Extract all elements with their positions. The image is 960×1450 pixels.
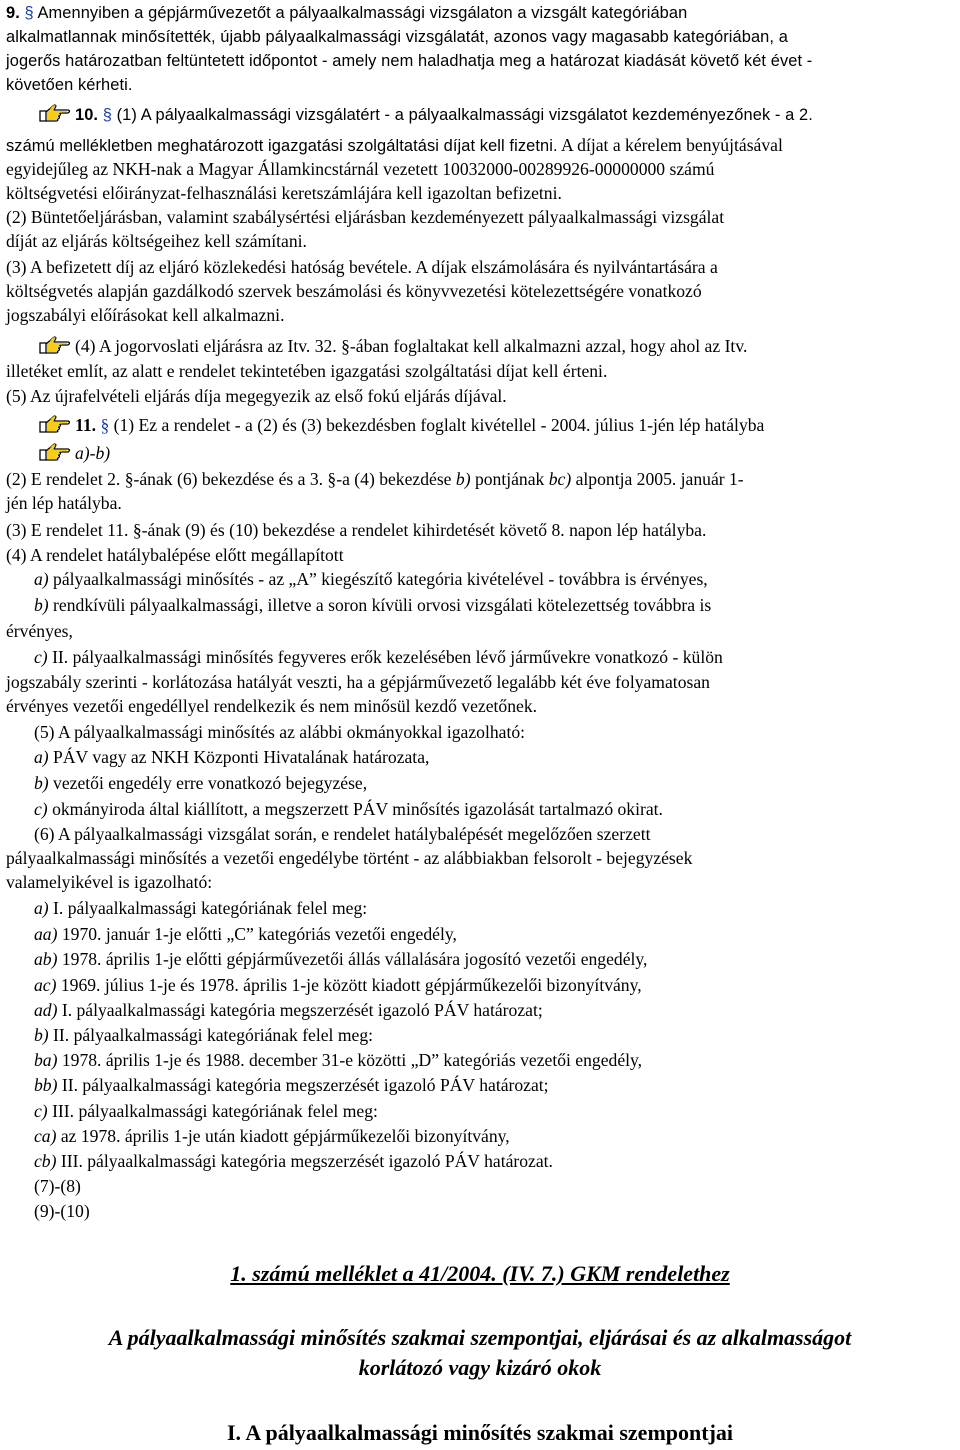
list-item-b: b) II. pályaalkalmassági kategóriának felel meg: — [34, 1025, 374, 1045]
paragraph-11-subsection-6-line-2: pályaalkalmassági minősítés a vezetői engedélybe történt - az alábbiakban felsorolt - bejegyzések — [6, 848, 693, 868]
paragraph-10-subsection-3-line-2: költségvetés alapján gazdálkodó szervek beszámolási és könyvvezetési kötelezettségére vonatkozó — [6, 281, 702, 301]
paragraph-10-line-1: 10. § (1) A pályaalkalmassági vizsgálatért - a pályaalkalmassági vizsgálatot kezdeményezőnek - a 2. — [38, 103, 813, 127]
paragraph-10-subsection-3-line-3: jogszabályi előírásokat kell alkalmazni. — [6, 305, 285, 325]
paragraph-10-line-2: számú mellékletben meghatározott igazgatási szolgáltatási díjat kell fizetni. A díjat a kérelem benyújtásával — [6, 135, 783, 155]
list-item-c: c) okmányiroda által kiállított, a megszerzett PÁV minősítés igazolását tartalmazó okirat. — [34, 799, 663, 819]
paragraph-11-subsection-6-line-1: (6) A pályaalkalmassági vizsgálat során, e rendelet hatálybalépését megelőzően szerzett — [34, 824, 651, 844]
list-item-cb: cb) III. pályaalkalmassági kategória megszerzését igazoló PÁV határozat. — [34, 1151, 553, 1171]
list-item-a: a) I. pályaalkalmassági kategóriának felel meg: — [34, 898, 368, 918]
section-sign-link[interactable]: § — [24, 4, 34, 22]
list-item-ca: ca) az 1978. április 1-je után kiadott gépjárműkezelői bizonyítvány, — [34, 1126, 510, 1146]
pointing-hand-icon[interactable] — [38, 335, 72, 355]
section-number: 9. — [6, 4, 20, 22]
paragraph-11-subsection-5: (5) A pályaalkalmassági minősítés az alábbi okmányokkal igazolható: — [34, 722, 526, 742]
section-sign-link[interactable]: § — [102, 106, 112, 124]
paragraph-9-line-3: jogerős határozatban feltüntetett időpontot - amely nem haladhatja meg a határozat kiadását követő két évet - — [6, 52, 813, 70]
list-item-a: a) pályaalkalmassági minősítés - az „A” kiegészítő kategória kivételével - továbbra is érvényes, — [34, 569, 708, 589]
paragraph-10-subsection-3-line-1: (3) A befizetett díj az eljáró közlekedési hatóság bevétele. A díjak elszámolására és nyilvántartására a — [6, 257, 718, 277]
section-sign-link[interactable]: § — [100, 415, 110, 435]
paragraph-11-subsection-2-line-1: (2) E rendelet 2. §-ának (6) bekezdése és a 3. §-a (4) bekezdése b) pontjának bc) alpontja 2005. január 1- — [6, 469, 744, 489]
pointing-hand-icon[interactable] — [38, 103, 72, 123]
paragraph-10-line-3: egyidejűleg az NKH-nak a Magyar Államkincstárnál vezetett 10032000-00289926-00000000 számú — [6, 159, 715, 179]
pointing-hand-icon[interactable] — [38, 414, 72, 434]
list-item-ac: ac) 1969. július 1-je és 1978. április 1-je között kiadott gépjárműkezelői bizonyítvány, — [34, 975, 642, 995]
paragraph-11-line-1: 11. § (1) Ez a rendelet - a (2) és (3) bekezdésben foglalt kivétellel - 2004. július 1-jén lép hatályba — [38, 413, 764, 437]
section-number: 10. — [75, 106, 99, 124]
annex-section-heading: I. A pályaalkalmassági minősítés szakmai szempontjai — [226, 1420, 734, 1445]
paragraph-10-subsection-4-line-2: illetéket említ, az alatt e rendelet tekintetében igazgatási szolgáltatási díjat kell érteni. — [6, 361, 608, 381]
paragraph-11-subsection-6-line-3: valamelyikével is igazolható: — [6, 872, 213, 892]
paragraph-11-subsection-1-points: a)-b) — [38, 441, 110, 465]
paragraph-11-subsection-2-line-2: jén lép hatályba. — [6, 493, 122, 513]
pointing-hand-icon[interactable] — [38, 442, 72, 462]
section-number: 11. — [75, 415, 97, 435]
paragraph-10-line-4: költségvetési előirányzat-felhasználási keretszámlájára kell igazoltan befizetni. — [6, 183, 562, 203]
repealed-subsections-7-8: (7)-(8) — [34, 1176, 81, 1196]
annex-heading-line-1: A pályaalkalmassági minősítés szakmai szempontjai, eljárásai és az alkalmasságot — [108, 1325, 852, 1350]
annex-title: 1. számú melléklet a 41/2004. (IV. 7.) GKM rendelethez — [230, 1261, 730, 1286]
list-item-aa: aa) 1970. január 1-je előtti „C” kategóriás vezetői engedély, — [34, 924, 457, 944]
paragraph-9-line-1: 9. § Amennyiben a gépjárművezetőt a pályaalkalmassági vizsgálaton a vizsgált kategóriában — [6, 4, 688, 22]
list-item-c-line-2: jogszabály szerinti - korlátozása hatályát veszti, ha a gépjárművezető legalább két éve folyamatosan — [6, 672, 710, 692]
paragraph-9-line-2: alkalmatlannak minősítették, újabb pályaalkalmassági vizsgálatát, azonos vagy magasabb kategóriában, a — [6, 28, 788, 46]
paragraph-11-subsection-4: (4) A rendelet hatálybalépése előtt megállapított — [6, 545, 344, 565]
annex-heading-line-2: korlátozó vagy kizáró okok — [358, 1355, 602, 1380]
list-item-ab: ab) 1978. április 1-je előtti gépjárművezetői állás vállalására jogosító vezetői engedély, — [34, 949, 648, 969]
list-item-b: b) rendkívüli pályaalkalmassági, illetve a soron kívüli orvosi vizsgálati kötelezettség továbbra is — [34, 595, 712, 615]
list-item-c: c) II. pályaalkalmassági minősítés fegyveres erők kezelésében lévő járművekre vonatkozó - külön — [34, 647, 723, 667]
list-item-b-line-2: érvényes, — [6, 621, 73, 641]
list-item-bb: bb) II. pályaalkalmassági kategória megszerzését igazoló PÁV határozat; — [34, 1075, 549, 1095]
list-item-ba: ba) 1978. április 1-je és 1988. december 31-e közötti „D” kategóriás vezetői engedély, — [34, 1050, 643, 1070]
list-item-a: a) PÁV vagy az NKH Központi Hivatalának határozata, — [34, 747, 430, 767]
list-item-b: b) vezetői engedély erre vonatkozó bejegyzése, — [34, 773, 368, 793]
paragraph-10-subsection-5: (5) Az újrafelvételi eljárás díja megegyezik az első fokú eljárás díjával. — [6, 386, 507, 406]
list-item-ad: ad) I. pályaalkalmassági kategória megszerzését igazoló PÁV határozat; — [34, 1000, 543, 1020]
paragraph-11-subsection-3: (3) E rendelet 11. §-ának (9) és (10) bekezdése a rendelet kihirdetését követő 8. napon lép hatályba. — [6, 520, 707, 540]
paragraph-10-subsection-4-line-1: (4) A jogorvoslati eljárásra az Itv. 32. §-ában foglaltakat kell alkalmazni azzal, hogy ahol az Itv. — [38, 334, 747, 358]
repealed-subsections-9-10: (9)-(10) — [34, 1201, 90, 1221]
list-item-c: c) III. pályaalkalmassági kategóriának felel meg: — [34, 1101, 378, 1121]
list-item-c-line-3: érvényes vezetői engedéllyel rendelkezik és nem minősül kezdő vezetőnek. — [6, 696, 538, 716]
paragraph-10-subsection-2-line-1: (2) Büntetőeljárásban, valamint szabálysértési eljárásban kezdeményezett pályaalkalmassági vizsgálat — [6, 207, 725, 227]
paragraph-9-line-4: követően kérheti. — [6, 76, 133, 94]
paragraph-10-subsection-2-line-2: díját az eljárás költségeihez kell számítani. — [6, 231, 307, 251]
